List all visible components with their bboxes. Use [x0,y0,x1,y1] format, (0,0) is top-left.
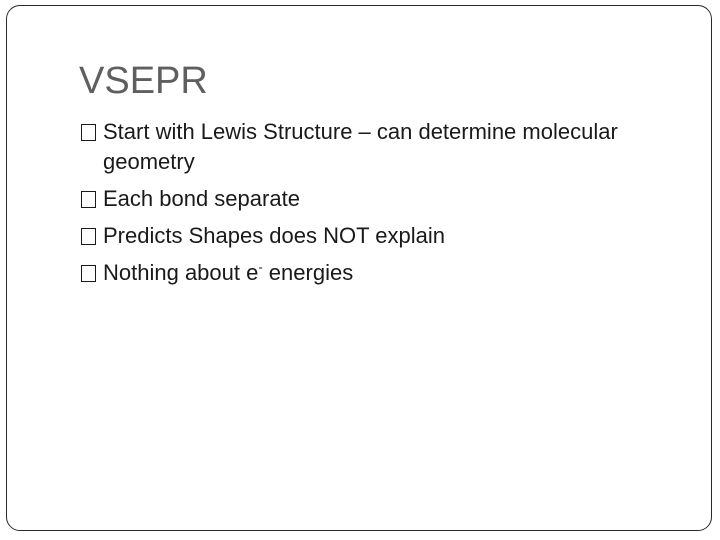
bullet-text-before: Nothing about e [103,260,259,285]
bullet-text [103,260,353,285]
list-item [81,258,681,288]
bullet-text: Predicts Shapes does NOT explain [103,223,445,248]
missing-glyph-box-icon [81,228,96,245]
bullet-text: Each bond separate [103,186,300,211]
bullet-text-after: energies [262,260,354,285]
list-item [81,221,681,251]
electron-superscript: - [258,259,263,275]
missing-glyph-box-icon [81,191,96,208]
slide-title: VSEPR [79,60,208,102]
list-item [81,184,681,214]
list-item [81,117,681,177]
missing-glyph-box-icon [81,265,96,282]
bullet-list [81,117,681,295]
missing-glyph-box-icon [81,124,96,141]
bullet-text: Start with Lewis Structure – can determine molecular geometry [103,119,618,174]
